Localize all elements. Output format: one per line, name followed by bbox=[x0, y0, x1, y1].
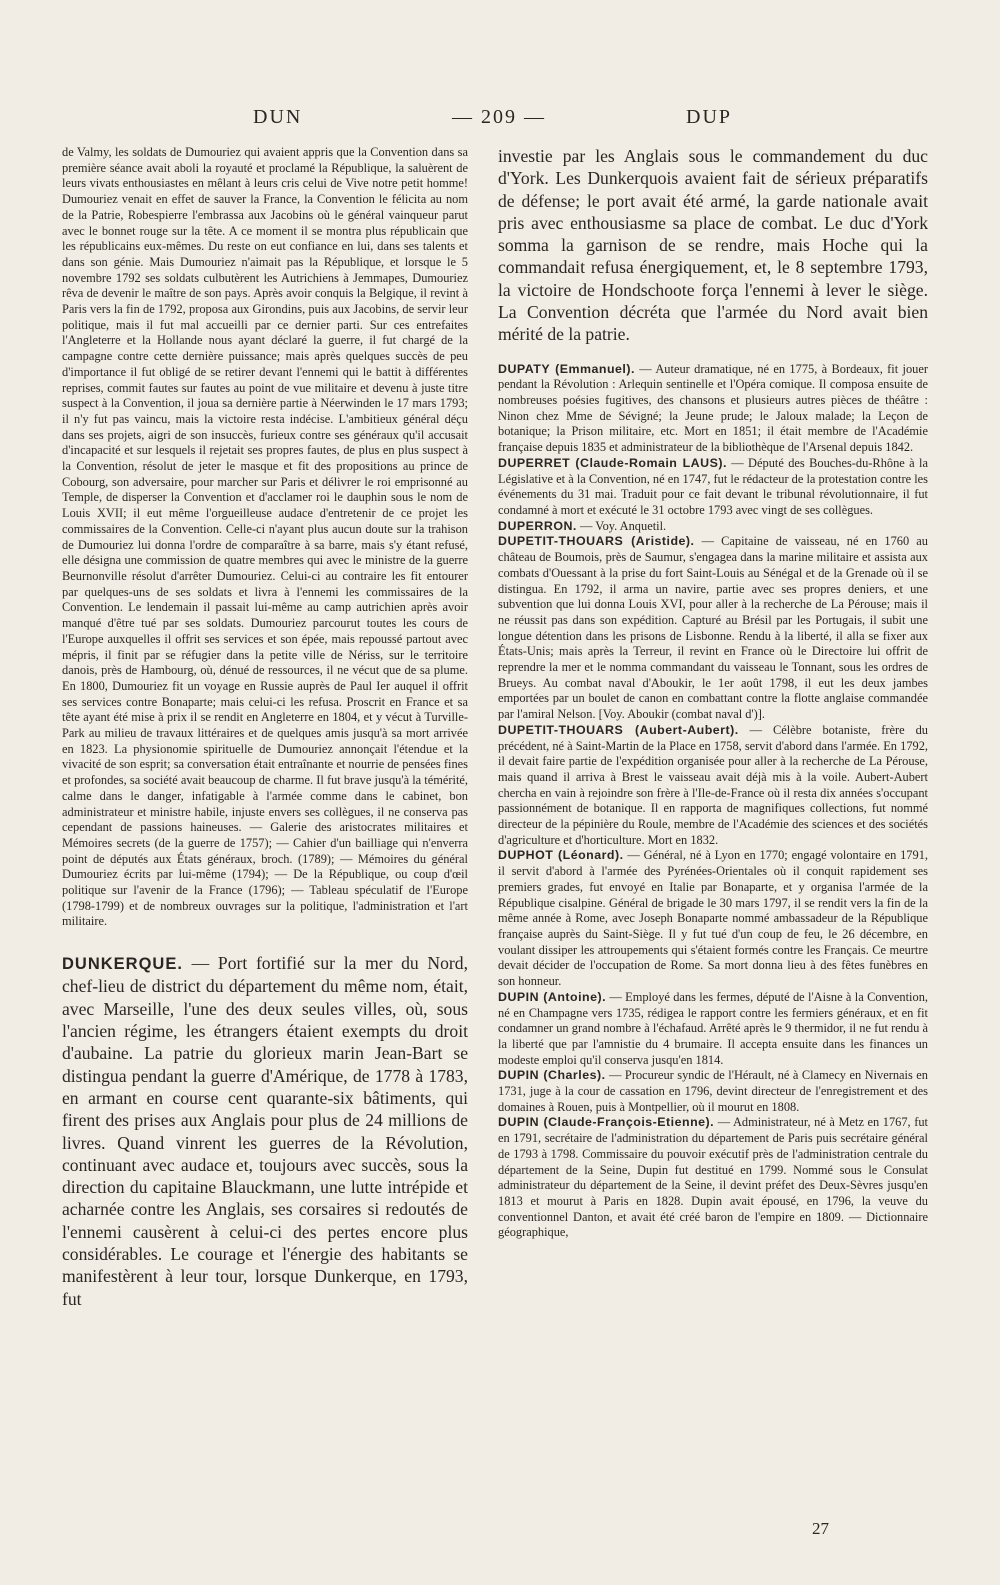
header-left-guide-word: DUN bbox=[253, 106, 303, 128]
entry-headword: DUPERRET (Claude-Romain LAUS). bbox=[498, 455, 727, 470]
entry-text: — Voy. Anquetil. bbox=[576, 518, 667, 533]
entry-headword: DUPETIT-THOUARS (Aristide). bbox=[498, 534, 695, 549]
entry-dupaty bbox=[498, 362, 928, 456]
entry-duphot bbox=[498, 848, 928, 989]
entry-headword: DUPATY (Emmanuel). bbox=[498, 361, 635, 376]
entry-dupin-claude bbox=[498, 1115, 928, 1241]
signature-mark: 27 bbox=[812, 1519, 829, 1538]
entry-dupetit-thouars-aubert bbox=[498, 723, 928, 849]
entry-text: — Auteur dramatique, né en 1775, à Bordeaux, fit jouer pendant la Révolution : Arlequin sentinelle et l'Opéra comique. Il composa ensuite de nombreuses poésies fugitives, des chansons et plusieurs autres pièces de théâtre : Ninon chez Mme de Sévigné; la Jeune prude; le Jaloux malade; la Leçon de botanique; la Prison militaire, etc. Mort en 1851; il était membre de l'Académie française depuis 1835 et administrateur de la bibliothèque de l'Arsenal depuis 1842. bbox=[498, 361, 928, 455]
entry-text: — Port fortifié sur la mer du Nord, chef-lieu de district du département du même nom, était, avec Marseille, l'une des deux seules villes, où, sous l'ancien régime, les étrangers étaient exempts du droit d'aubaine. La patrie du glorieux marin Jean-Bart se distingua pendant la guerre d'Amérique, de 1778 à 1783, en armant en course cent quarante-six bâtiments, qui firent des prises aux Anglais pour plus de 24 millions de livres. Quand vinrent les guerres de la Révolution, continuant avec audace et, toujours avec succès, sous la direction du capitaine Blauckmann, une lutte intrépide et acharnée contre les Anglais, ses corsaires si redoutés de l'ennemi causèrent à celui-ci des pertes encore plus considérables. Le courage et l'énergie des habitants se manifestèrent à leur tour, lorsque Dunkerque, en 1793, fut bbox=[62, 953, 468, 1309]
entry-headword: DUPIN (Antoine). bbox=[498, 989, 607, 1004]
entry-dupin-antoine bbox=[498, 990, 928, 1069]
entry-text: — Employé dans les fermes, député de l'Aisne à la Convention, né en Champagne vers 1735, rédigea le rapport contre les fermiers généraux, et en fit condamner un grand nombre à l'échafaud. Arrêté après le 9 thermidor, il ne fut rendu à la liberté que par l'amnistie du 4 brumaire. Il accepta ensuite dans les finances un modeste emploi qu'il conserva jusqu'en 1814. bbox=[498, 989, 928, 1067]
page-number: — 209 — bbox=[452, 106, 546, 128]
entry-headword: DUNKERQUE. bbox=[62, 955, 183, 974]
entry-dupin-charles bbox=[498, 1068, 928, 1115]
entry-headword: DUPIN (Claude-François-Etienne). bbox=[498, 1115, 715, 1130]
entry-dupetit-thouars-aristide bbox=[498, 534, 928, 722]
header-right-guide-word: DUP bbox=[686, 106, 733, 128]
entry-duperret bbox=[498, 456, 928, 519]
dunkerque-continuation: investie par les Anglais sous le commandement du duc d'York. Les Dunkerquois avaient fait de sérieux préparatifs de défense; le port avait été armé, la garde nationale avait pris avec enthousiasme sa place de combat. Le duc d'York somma la garnison de se rendre, mais Hoche qui la commandait refusa énergiquement, et, le 8 septembre 1793, la victoire de Hondschoote força l'ennemi à lever le siège. La Convention décréta que l'armée du Nord avait bien mérité de la patrie. bbox=[498, 146, 928, 345]
entry-text: — Député des Bouches-du-Rhône à la Législative et à la Convention, né en 1747, fut le rédacteur de la protestation contre les événements du 31 mai. Traduit pour ce fait devant le tribunal révolutionnaire, il fut condamné à mort et exécuté le 31 octobre 1793 avec vingt de ses collègues. bbox=[498, 455, 928, 517]
entry-headword: DUPETIT-THOUARS (Aubert-Aubert). bbox=[498, 722, 739, 737]
running-header bbox=[0, 106, 1000, 136]
entry-headword: DUPHOT (Léonard). bbox=[498, 848, 624, 863]
entry-headword: DUPERRON. bbox=[498, 518, 577, 533]
right-column bbox=[498, 145, 928, 1241]
entry-text: — Capitaine de vaisseau, né en 1760 au château de Boumois, près de Saumur, s'engagea dans la marine militaire et assista aux combats d'Ouessant à la prise du fort Saint-Louis au Sénégal et de la Grenade où il se distingua. En 1792, il arma un navire, partie avec ses propres deniers, et une subvention que lui donna Louis XVI, pour aller à la recherche de La Pérouse; mais il ne réussit pas dans son expédition. Capturé au Brésil par les Portugais, il subit une longue détention dans les prisons de Lisbonne. Rendu à la liberté, il alla se fixer aux États-Unis; mais après la Terreur, il revint en France où le Directoire lui offrit de reprendre la mer et le nomma commandant du vaisseau le Tonnant, sous les ordres de Brueys. Au combat naval d'Aboukir, le 1er août 1798, il eut les deux jambes emportées par un boulet de canon en combattant contre la flotte anglaise commandée par l'amiral Nelson. [Voy. Aboukir (combat naval d')]. bbox=[498, 534, 928, 722]
entry-text: — Général, né à Lyon en 1770; engagé volontaire en 1791, il servit d'abord à l'armée des Pyrénées-Orientales où il conquit rapidement ses premiers grades, fut envoyé en Italie par Bonaparte, et y organisa l'armée de la République cisalpine. Général de brigade le 30 mars 1797, il se rendit vers la fin de la même année à Rome, avec Joseph Bonaparte nommé ambassadeur de la République française auprès du Saint-Siège. Il y fut tué d'un coup de feu, le 26 décembre, en voulant dissiper les attroupements qui s'étaient formés contre les Français. Ce meurtre devait décider de l'occupation de Rome. Sa mort donna lieu à des fêtes funèbres en son honneur. bbox=[498, 848, 928, 989]
dumouriez-continuation: de Valmy, les soldats de Dumouriez qui avaient appris que la Convention dans sa première séance avait aboli la royauté et proclamé la République, la saluèrent de leurs vivats enthousiastes en mêlant à leurs cris celui de Vive notre petit homme! Dumouriez venait en effet de sauver la France, la Convention le félicita au nom de la Patrie, Robespierre l'embrassa aux Jacobins où le général vainqueur parut avec le bonnet rouge sur la tête. A ce moment il se montra plus républicain que les républicains eux-mêmes. Du reste on eut confiance en lui, dans ses talents et dans son génie. Mais Dumouriez n'aimait pas la République, et lorsque le 5 novembre 1792 ses soldats culbutèrent les Autrichiens à Jemmapes, Dumouriez rêva de devenir le maître de son pays. Après avoir conquis la Belgique, il revint à Paris vers la fin de 1792, proposa aux Girondins, puis aux Jacobins, de servir leur politique, mais il fut mal accueilli par ce dernier parti. Sur ces entrefaites l'Angleterre et la Hollande nous ayant déclaré la guerre, il fut chargé de la campagne contre cette dernière puissance; mais après quelques succès de peu d'importance il fut obligé de se retirer devant l'ennemi qui le battit à différentes reprises, commit fautes sur fautes au point de vue militaire et devenu à juste titre suspect à la Convention, il joua sa dernière partie à Néerwinden le 17 mars 1793; il n'y fut pas vaincu, mais la victoire resta indécise. L'ambitieux général déçu dans ses projets, aigri de son insuccès, furieux contre ses généraux qu'il accusait d'incapacité et sur lesquels il rejetait ses propres fautes, de plus en plus suspect à la Convention, résolut de jeter le masque et fit des propositions au prince de Cobourg, son adversaire, pour marcher sur Paris et délivrer le roi emprisonné au Temple, de disperser la Convention et d'acclamer roi le dauphin sous le nom de Louis XVII; il eut même l'orgueilleuse audace d'entretenir de ce projet les commissaires de la Convention. Celle-ci n'ayant plus aucun doute sur la trahison de Dumouriez lui donna l'ordre de comparaître à sa barre, mais s'y étant refusé, elle désigna une commission de quatre membres qui avec le ministre de la guerre Beurnonville résolut d'arrêter Dumouriez. Celui-ci au contraire les fit entourer par quelques-uns de ses soldats et livra à l'ennemi les commissaires de la Convention. Le lendemain il passait lui-même au camp autrichien après avoir manqué d'être tué par ses soldats. Dumouriez parcourut toutes les cours de l'Europe auxquelles il offrit ses services et son épée, mais repoussé partout avec mépris, il finit par se réfugier dans la petite ville de Nériss, sur le territoire danois, près de Hambourg, où, dénué de ressources, il ne vécut que de sa plume. En 1800, Dumouriez fit un voyage en Russie auprès de Paul Ier auquel il offrit ses services contre Bonaparte; mais celui-ci les refusa. Proscrit en France et sa tête ayant été mise à prix il se rendit en Angleterre en 1804, et y vécut à Turville-Park au milieu de travaux littéraires et de quelques amis jusqu'à sa mort arrivée en 1823. La physionomie spirituelle de Dumouriez annonçait l'étendue et la vivacité de son esprit; sa conversation était entraînante et nourrie de pensées fines et profondes, sa société avait beaucoup de charme. Il fut brave jusqu'à la témérité, calme dans le danger, infatigable à l'armée comme dans le cabinet, bon administrateur et ministre habile, injuste envers ses collègues, il ne conserva pas cependant de passions haineuses. — Galerie des aristocrates militaires et Mémoires secrets (de la guerre de 1757); — Cahier d'un bailliage qui n'enverra point de députés aux États généraux, broch. (1789); — Mémoires du général Dumouriez écrits par lui-même (1794); — De la République, ou coup d'œil politique sur l'avenir de la France (1796); — Tableau spéculatif de l'Europe (1798-1799) et de nombreux ouvrages sur la politique, l'administration et l'art militaire. bbox=[62, 145, 468, 929]
entry-headword: DUPIN (Charles). bbox=[498, 1068, 606, 1083]
entry-text: — Procureur syndic de l'Hérault, né à Clamecy en Nivernais en 1731, juge à la cour de cassation en 1796, devint directeur de l'enregistrement et des domaines à Rouen, puis à Montpellier, où il mourut en 1808. bbox=[498, 1068, 928, 1114]
entry-dunkerque bbox=[62, 952, 468, 1310]
entry-text: — Administrateur, né à Metz en 1767, fut en 1791, secrétaire de l'administration du département de Paris puis secrétaire général de 1793 à 1798. Commissaire du pouvoir exécutif près de l'administration centrale du département de la Seine, Dupin fut destitué en 1799. Nommé sous le Consulat administrateur du département de la Seine, il devint préfet des Deux-Sèvres jusqu'en 1813 et mourut à Paris en 1828. Dupin avait épousé, en 1796, la veuve du conventionnel Danton, et avait été créé baron de l'empire en 1809. — Dictionnaire géographique, bbox=[498, 1115, 928, 1240]
entry-text: — Célèbre botaniste, frère du précédent, né à Saint-Martin de la Place en 1758, servit d'abord dans l'armée. En 1792, il devait faire partie de l'expédition organisée pour aller à la recherche de La Pérouse, mais quand il arriva à Brest le vaisseau avait déjà mis à la voile. Aubert-Aubert chercha en vain à rejoindre son frère à l'Ile-de-France où il resta dix années s'occupant passionnément de botanique. Il en rapporta de magnifiques collections, fut nommé directeur de la pépinière du Roule, membre de l'Académie des sciences et des sociétés d'agriculture et d'horticulture. Mort en 1832. bbox=[498, 722, 928, 847]
left-column bbox=[62, 145, 468, 1310]
entry-duperron bbox=[498, 519, 928, 535]
